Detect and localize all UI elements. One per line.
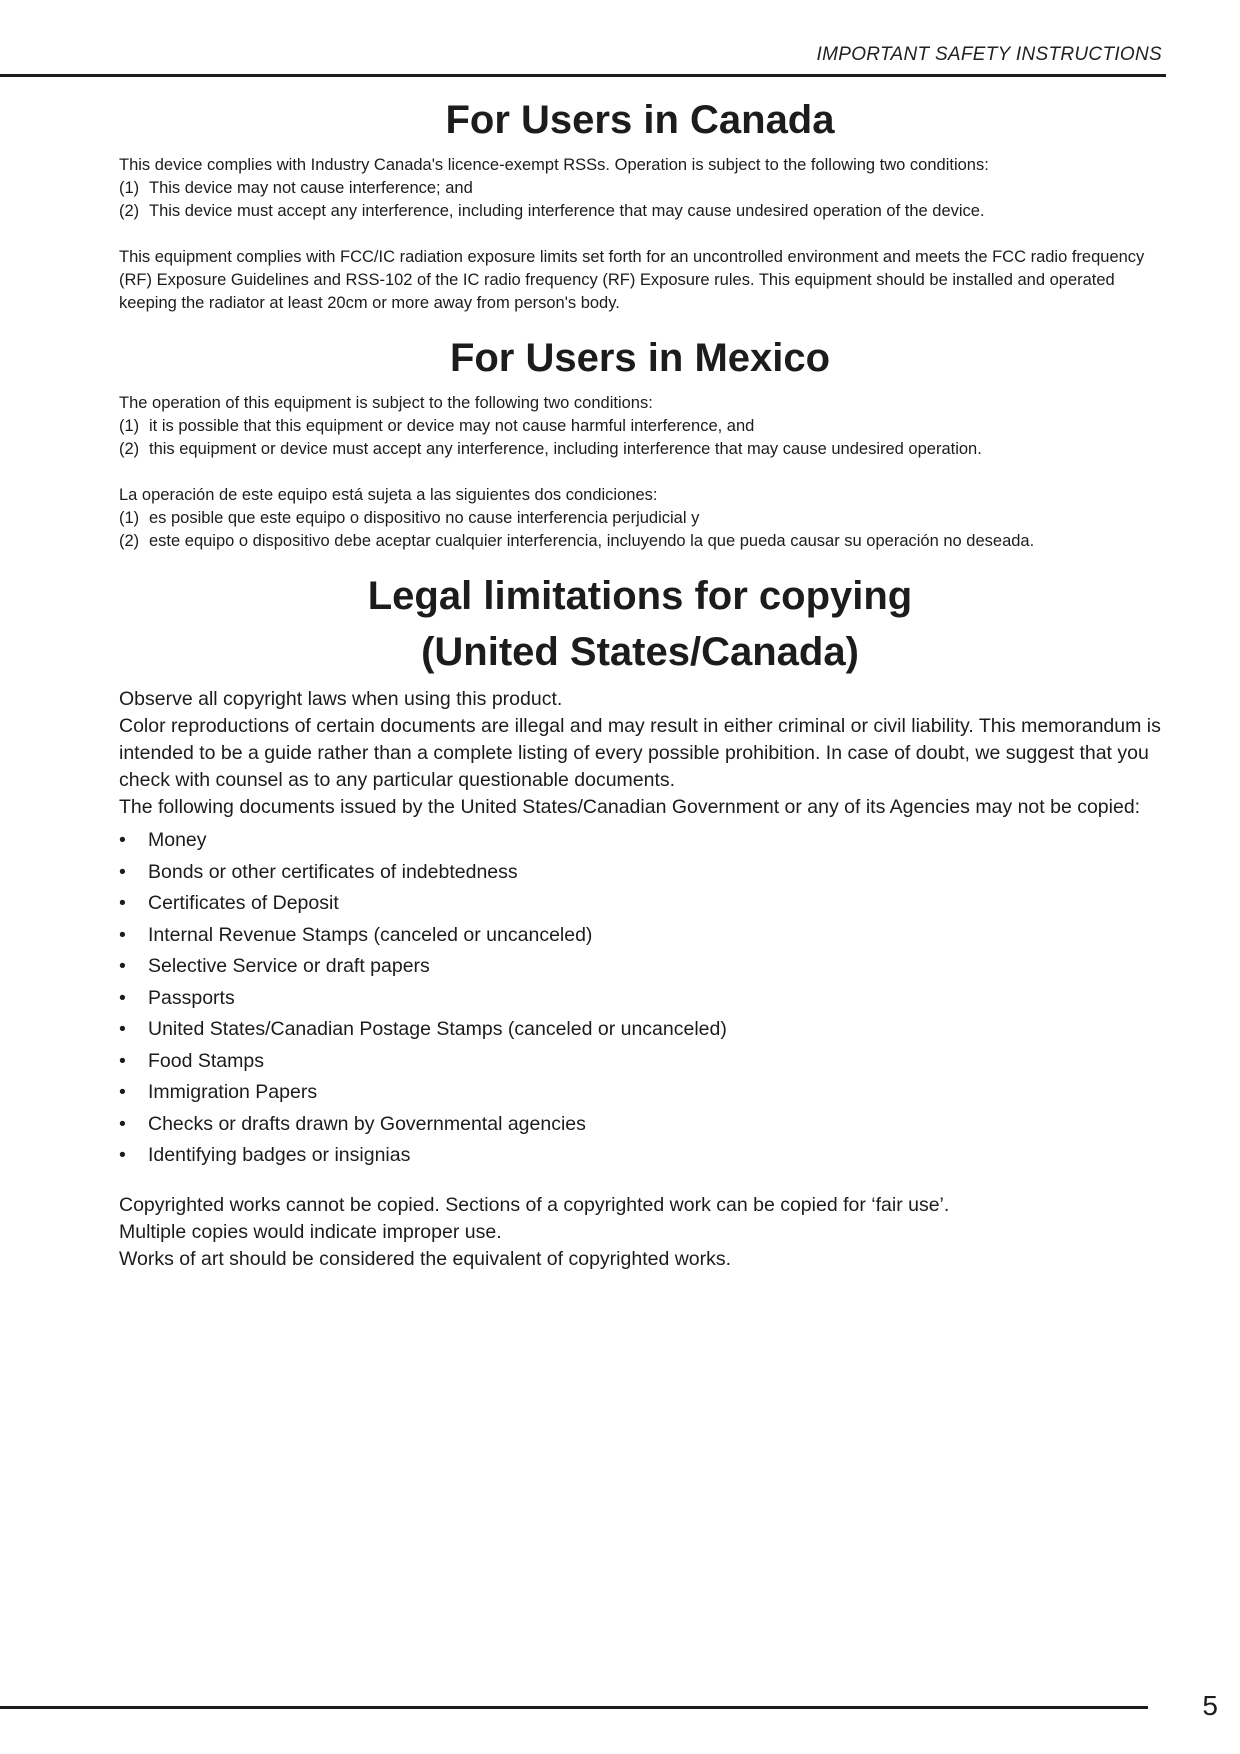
legal-title-line1: Legal limitations for copying	[367, 574, 913, 618]
canada-intro: This device complies with Industry Canada's licence-exempt RSSs. Operation is subject to the following two conditions:	[119, 156, 989, 174]
legal-section	[119, 568, 1161, 1273]
list-item: • Internal Revenue Stamps (canceled or uncanceled)	[119, 920, 1161, 952]
mexico-condition-es-1: (1) es posible que este equipo o dispositivo no cause interferencia perjudicial y	[119, 509, 700, 527]
bullet-icon: •	[119, 892, 126, 914]
mexico-condition-en-1: (1) it is possible that this equipment or device may not cause harmful interference, and	[119, 417, 755, 435]
bullet-icon: •	[119, 860, 126, 883]
page-content	[119, 92, 1161, 1273]
bullet-icon: •	[119, 986, 126, 1009]
list-item: • Passports	[119, 983, 1161, 1015]
bullet-icon: •	[119, 1049, 126, 1072]
list-item: • Identifying badges or insignias	[119, 1140, 1161, 1172]
mexico-condition-en-2: (2) this equipment or device must accept any interference, including interference that may cause undesired operation.	[119, 440, 982, 458]
mexico-section	[119, 330, 1161, 553]
bullet-icon: •	[119, 1018, 126, 1040]
footer-rule	[0, 1706, 1148, 1709]
mexico-title: For Users in Mexico	[449, 336, 831, 380]
bullet-icon: •	[119, 1081, 126, 1103]
legal-closing-3: Works of art should be considered the equivalent of copyrighted works.	[119, 1247, 732, 1270]
bullet-icon: •	[119, 923, 126, 946]
mexico-body	[119, 392, 1161, 553]
list-item: • United States/Canadian Postage Stamps (canceled or uncanceled)	[119, 1014, 1161, 1046]
bullet-icon: •	[119, 1112, 126, 1135]
legal-body	[119, 686, 1161, 821]
mexico-intro-en: The operation of this equipment is subject to the following two conditions:	[119, 394, 653, 412]
legal-para-1: Observe all copyright laws when using this product.	[119, 688, 563, 710]
mexico-intro-es: La operación de este equipo está sujeta a las siguientes dos condiciones:	[119, 486, 658, 504]
list-item: • Money	[119, 825, 1161, 857]
mexico-condition-es-2: (2) este equipo o dispositivo debe aceptar cualquier interferencia, incluyendo la que pueda causar su operación no deseada.	[119, 532, 1035, 550]
list-item: • Checks or drafts drawn by Governmental agencies	[119, 1109, 1161, 1141]
legal-closing	[119, 1192, 1161, 1273]
page-number: 5	[1202, 1690, 1218, 1721]
list-item: • Food Stamps	[119, 1046, 1161, 1078]
running-head: IMPORTANT SAFETY INSTRUCTIONS	[816, 44, 1162, 65]
list-item: • Immigration Papers	[119, 1077, 1161, 1109]
canada-condition-2: (2) This device must accept any interference, including interference that may cause undesired operation of the device.	[119, 202, 985, 220]
list-item: • Certificates of Deposit	[119, 888, 1161, 920]
legal-closing-1: Copyrighted works cannot be copied. Sections of a copyrighted work can be copied for ‘fair use’.	[119, 1193, 950, 1216]
legal-title-line2: (United States/Canada)	[421, 630, 859, 674]
legal-para-2: Color reproductions of certain documents are illegal and may result in either criminal or civil liability. This memorandum is intended to be a guide rather than a complete listing of every possible prohibition. In case of doubt, we suggest that you check with counsel as to any particular questionable documents.	[119, 715, 1161, 791]
prohibited-documents-list	[119, 825, 1161, 1172]
canada-body	[119, 154, 1161, 315]
header-rule	[0, 74, 1166, 77]
list-item: • Bonds or other certificates of indebtedness	[119, 857, 1161, 889]
canada-exposure: This equipment complies with FCC/IC radiation exposure limits set forth for an uncontrolled environment and meets the FCC radio frequency (RF) Exposure Guidelines and RSS-102 of the IC radio frequency (RF) Exposure rules. This equipment should be installed and operated keeping the radiator at least 20cm or more away from person's body.	[119, 248, 1145, 312]
legal-closing-2: Multiple copies would indicate improper use.	[119, 1220, 502, 1243]
legal-para-3: The following documents issued by the United States/Canadian Government or any of its Agencies may not be copied:	[119, 796, 1141, 818]
canada-condition-1: (1) This device may not cause interference; and	[119, 179, 473, 197]
canada-section	[119, 92, 1161, 315]
bullet-icon: •	[119, 1144, 126, 1166]
canada-title: For Users in Canada	[445, 98, 835, 142]
list-item: • Selective Service or draft papers	[119, 951, 1161, 983]
bullet-icon: •	[119, 829, 126, 851]
bullet-icon: •	[119, 955, 126, 977]
